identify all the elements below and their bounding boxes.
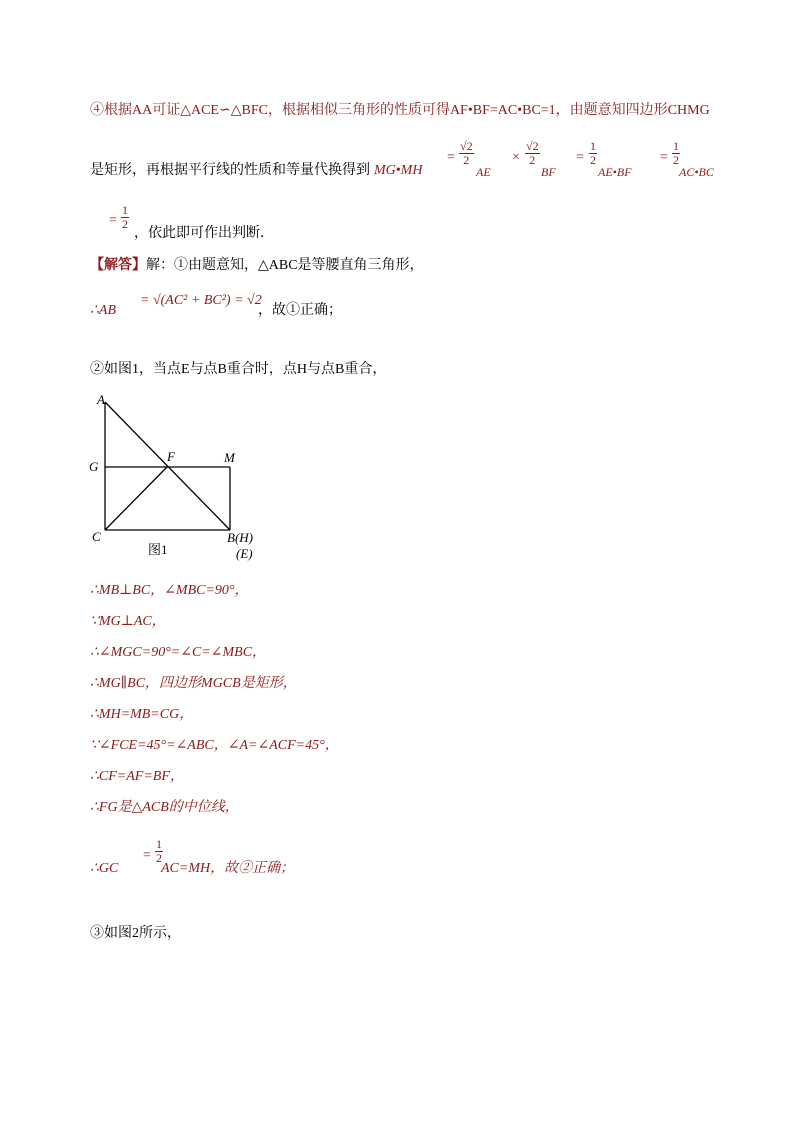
answer-text: 解：①由题意知，△ABC是等腰直角三角形， [146, 258, 424, 273]
step-6: ∵∠FCE=45°=∠ABC，∠A=∠ACF=45°， [90, 738, 339, 753]
para4-line2-prefix: 是矩形，再根据平行线的性质和等量代换得到 [90, 163, 370, 178]
step-8: ∴FG是△ACB的中位线， [90, 800, 239, 815]
label-f: F [167, 449, 175, 464]
step-5: ∴MH=MB=CG， [90, 707, 194, 722]
frac1-num: √2 [460, 139, 473, 153]
answer-ab-suffix: ，故①正确； [258, 303, 342, 318]
answer-ab-prefix: ∴AB [90, 303, 117, 318]
figure-caption: 图1 [148, 542, 168, 557]
gc-prefix: ∴GC [90, 861, 119, 876]
para4-frac1 [459, 140, 474, 167]
para4-line2-expr: MG•MH [374, 163, 423, 178]
para4-frac1-var: AE [476, 165, 491, 179]
gc-den: 2 [156, 851, 162, 865]
para2-intro: ②如图1，当点E与点B重合时，点H与点B重合， [90, 362, 387, 377]
label-b: B(H) [227, 530, 253, 545]
gc-suffix: AC=MH，故②正确； [161, 861, 295, 876]
line3-num: 1 [122, 203, 128, 217]
frac3-den: 2 [590, 153, 596, 167]
frac2-num: √2 [526, 139, 539, 153]
label-m: M [224, 450, 235, 465]
para4-frac4-var: AC•BC [679, 165, 714, 179]
gc-num: 1 [156, 837, 162, 851]
answer-ab-line [90, 302, 116, 320]
step-1: ∴MB⊥BC，∠MBC=90°， [90, 583, 249, 598]
edge-cf [105, 467, 167, 530]
para4-times: × [512, 150, 520, 165]
figure-1 [85, 390, 265, 570]
para4-line2 [90, 162, 422, 180]
para3-intro: ③如图2所示， [90, 926, 181, 941]
para4-line3-frac [121, 204, 129, 231]
frac3-num: 1 [590, 139, 596, 153]
frac4-den: 2 [673, 153, 679, 167]
para4-line3-suffix: ，依此即可作出判断． [134, 226, 274, 241]
frac4-num: 1 [673, 139, 679, 153]
label-c: C [92, 529, 101, 544]
para4-frac2-var: BF [541, 165, 556, 179]
step-2: ∵MG⊥AC， [90, 614, 166, 629]
frac2-den: 2 [529, 153, 536, 167]
frac1-den: 2 [463, 153, 470, 167]
para4-frac3 [589, 140, 597, 167]
step-7: ∴CF=AF=BF， [90, 769, 184, 784]
answer-label: 【解答】 [90, 258, 146, 273]
para4-line3-eq: = [109, 213, 117, 228]
answer-ab-expr: = √(AC² + BC²) = √2 [140, 293, 262, 308]
para4-frac3-var: AE•BF [598, 165, 632, 179]
gc-eq: = [143, 848, 151, 863]
para4-eq3: = [660, 150, 668, 165]
para4-eq1: = [447, 150, 455, 165]
step-4: ∴MG∥BC，四边形MGCB是矩形， [90, 676, 297, 691]
para4-line1: ④根据AA可证△ACE∽△BFC，根据相似三角形的性质可得AF•BF=AC•BC=1，由题意知四边形CHMG [90, 103, 710, 118]
para4-eq2: = [576, 150, 584, 165]
label-a: A [97, 392, 105, 407]
para4-frac2 [525, 140, 540, 167]
line3-den: 2 [122, 217, 128, 231]
answer-line [90, 257, 424, 275]
step-3: ∴∠MGC=90°=∠C=∠MBC， [90, 645, 267, 660]
label-e: (E) [236, 546, 253, 561]
label-g: G [89, 459, 99, 474]
